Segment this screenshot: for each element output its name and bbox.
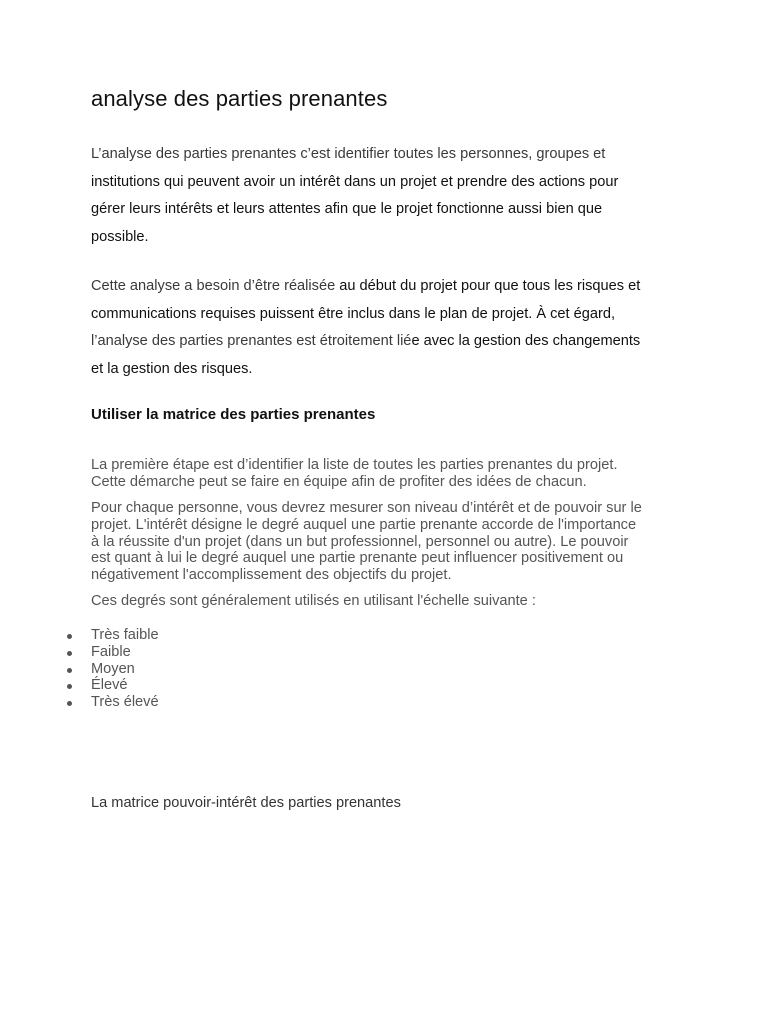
list-item-label: Très faible (91, 627, 159, 643)
intro-line-2: institutions qui peuvent avoir un intérêt dans un projet et prendre des actions pour (91, 173, 619, 190)
timing-paragraph (91, 273, 691, 383)
timing-line-2: communications requises puissent être inclus dans le plan de projet. À cet égard, (91, 305, 616, 322)
list-item-label: Faible (91, 643, 131, 660)
intro-line-1: L’analyse des parties prenantes c’est identifier toutes les personnes, groupes et (91, 146, 606, 162)
bullet-icon (67, 651, 72, 656)
list-item-label: Élevé (91, 677, 128, 694)
intro-paragraph (91, 141, 691, 251)
first-step-line-1: La première étape est d’identifier la liste de toutes les parties prenantes du projet. (91, 457, 618, 473)
list-item-label: Très élevé (91, 694, 159, 711)
timing-line-4: et la gestion des risques. (91, 360, 253, 377)
list-item (0, 644, 159, 661)
scale-list (0, 627, 159, 711)
list-item (0, 694, 159, 711)
scale-intro: Ces degrés sont généralement utilisés en utilisant l'échelle suivante : (91, 593, 536, 609)
first-step-line-2: Cette démarche peut se faire en équipe afin de profiter des idées de chacun. (91, 473, 587, 490)
measure-line-3: à la réussite d'un projet (dans un but professionnel, personnel ou autre). Le pouvoir (91, 533, 629, 550)
timing-line-3a: l’analyse des parties prenantes est étroitement lié (91, 333, 412, 349)
measure-line-1: Pour chaque personne, vous devrez mesurer son niveau d’intérêt et de pouvoir sur le (91, 500, 642, 516)
list-item (0, 627, 159, 644)
measure-paragraph (91, 500, 691, 584)
intro-line-4: possible. (91, 228, 149, 245)
list-item (0, 661, 159, 678)
first-step-paragraph (91, 457, 691, 491)
bullet-icon (67, 701, 72, 706)
intro-line-3: gérer leurs intérêts et leurs attentes afin que le projet fonctionne aussi bien que (91, 201, 603, 217)
document-title: analyse des parties prenantes (91, 86, 388, 111)
list-item-label: Moyen (91, 660, 135, 677)
bullet-icon (67, 634, 72, 639)
bullet-icon (67, 668, 72, 673)
measure-line-4: est quant à lui le degré auquel une partie prenante peut influencer positivement ou (91, 550, 624, 567)
timing-line-3b: e avec la gestion des changements (411, 333, 641, 349)
measure-line-5: négativement l'accomplissement des objectifs du projet. (91, 567, 452, 584)
measure-line-2: projet. L'intérêt désigne le degré auquel une partie prenante accorde de l'importance (91, 516, 637, 533)
timing-line-1a: Cette analyse a besoin d’être réalisée (91, 278, 336, 294)
list-item (0, 677, 159, 694)
matrix-caption: La matrice pouvoir-intérêt des parties prenantes (91, 795, 401, 811)
timing-line-1b: au début du projet pour que tous les risques et (335, 278, 641, 294)
bullet-icon (67, 684, 72, 689)
section-heading: Utiliser la matrice des parties prenantes (91, 406, 376, 423)
